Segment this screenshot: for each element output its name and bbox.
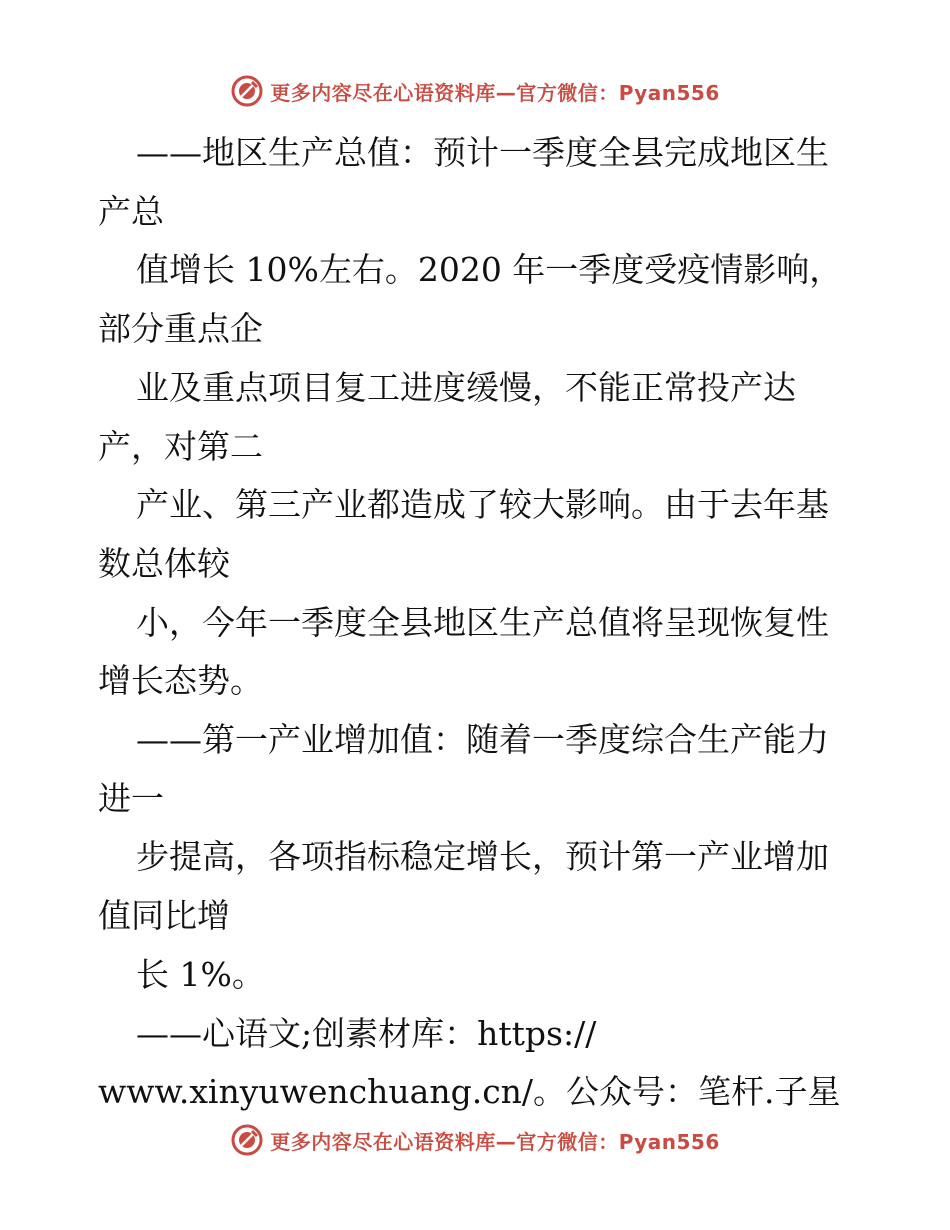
text-line: 业及重点项目复工进度缓慢，不能正常投产达	[136, 367, 796, 407]
text-line: 产业、第三产业都造成了较大影响。由于去年基	[136, 485, 829, 525]
text-line: 步提高，各项指标稳定增长，预计第一产业增加	[136, 837, 829, 877]
text-line: 产总	[98, 191, 164, 231]
watermark-text: 更多内容尽在心语资料库—官方微信：Pyan556	[270, 80, 720, 105]
text-line: 产，对第二	[98, 426, 263, 466]
text-line: ——心语文;创素材库：https://	[136, 1013, 597, 1053]
watermark-text: 更多内容尽在心语资料库—官方微信：Pyan556	[270, 1129, 720, 1154]
text-line: 长 1%。	[136, 954, 265, 994]
text-line: 值增长 10%左右。2020 年一季度受疫情影响，	[136, 250, 843, 290]
text-line: ——地区生产总值：预计一季度全县完成地区生	[136, 133, 829, 172]
text-line: 小，今年一季度全县地区生产总值将呈现恢复性	[136, 602, 829, 642]
header-watermark	[0, 71, 950, 111]
text-line: 部分重点企	[98, 309, 263, 349]
text-line: 进一	[98, 778, 164, 818]
seal-logo-icon	[230, 1123, 264, 1157]
text-line: ——第一产业增加值：随着一季度综合生产能力	[136, 720, 829, 760]
seal-logo-icon	[230, 74, 264, 108]
document-body	[98, 124, 858, 1122]
text-line: 增长态势。	[98, 661, 263, 701]
text-line: 数总体较	[98, 543, 230, 583]
footer-watermark	[0, 1120, 950, 1160]
text-line: 值同比增	[98, 896, 230, 936]
text-line: www.xinyuwenchuang.cn/。公众号：笔杆.子星	[98, 1072, 841, 1112]
